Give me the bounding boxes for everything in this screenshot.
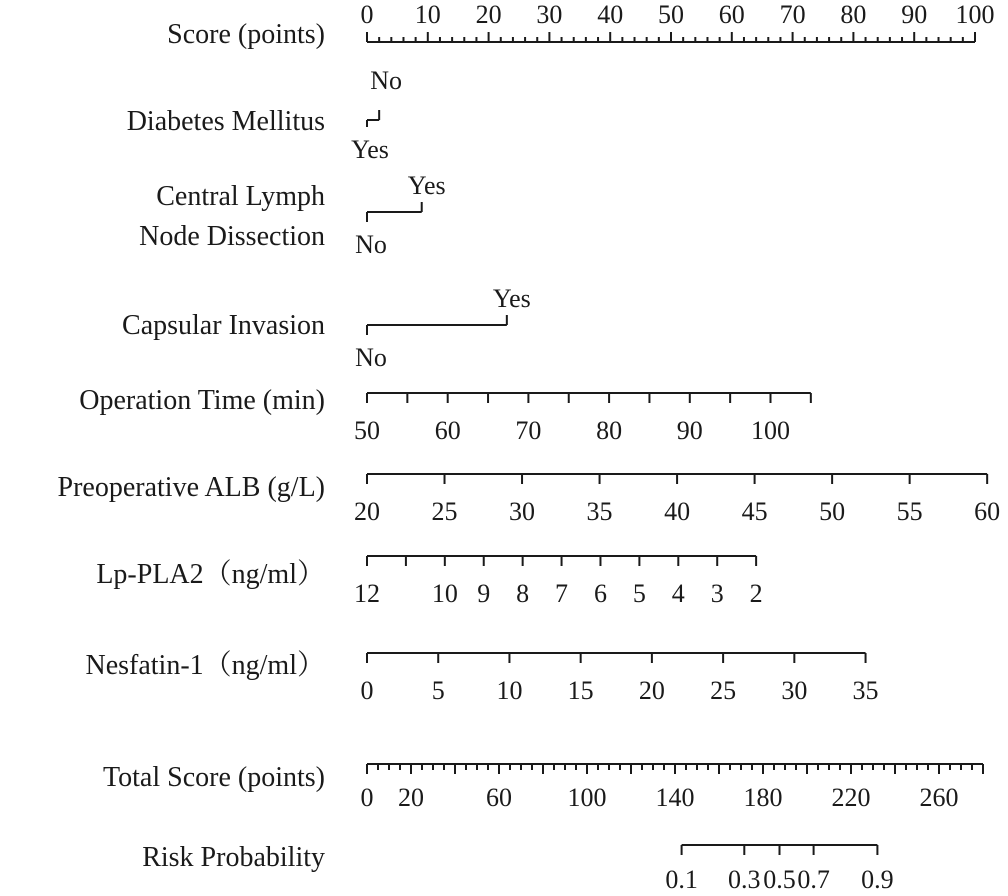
- alb-tick-label: 25: [431, 497, 458, 526]
- lppla2-tick-label: 9: [477, 579, 491, 608]
- capsular-level-no: No: [355, 343, 387, 372]
- nesfatin-tick-label: 25: [710, 676, 737, 705]
- variable-label-score: Score (points): [167, 19, 325, 50]
- lymph-level-no: No: [355, 230, 387, 259]
- alb-tick-label: 40: [664, 497, 691, 526]
- total-tick-label: 0: [360, 783, 374, 812]
- total-tick-label: 220: [831, 783, 871, 812]
- alb-tick-label: 20: [354, 497, 380, 526]
- diabetes-level-no: No: [370, 66, 403, 95]
- score-tick-label: 50: [658, 0, 684, 29]
- variable-label-lppla2: Lp-PLA2（ng/ml）: [96, 559, 325, 590]
- total-tick-label: 260: [919, 783, 959, 812]
- lppla2-tick-label: 5: [632, 579, 646, 608]
- nesfatin-tick-label: 5: [431, 676, 445, 705]
- lppla2-tick-label: 8: [516, 579, 530, 608]
- optime-tick-label: 80: [596, 416, 623, 445]
- risk-tick-label: 0.3: [728, 865, 761, 894]
- score-tick-label: 10: [414, 0, 441, 29]
- score-tick-label: 30: [536, 0, 563, 29]
- axes: [351, 0, 1000, 894]
- lymph-level-yes: Yes: [407, 171, 446, 200]
- alb-tick-label: 55: [896, 497, 923, 526]
- total-tick-label: 140: [655, 783, 695, 812]
- risk-tick-label: 0.1: [665, 865, 698, 894]
- nesfatin-tick-label: 35: [852, 676, 879, 705]
- risk-tick-label: 0.9: [861, 865, 894, 894]
- nesfatin-tick-label: 0: [360, 676, 374, 705]
- capsular-level-yes: Yes: [492, 284, 531, 313]
- score-tick-label: 40: [597, 0, 624, 29]
- nesfatin-tick-label: 15: [567, 676, 594, 705]
- alb-tick-label: 30: [509, 497, 536, 526]
- score-tick-label: 0: [360, 0, 374, 29]
- score-tick-label: 80: [840, 0, 867, 29]
- lppla2-tick-label: 2: [749, 579, 763, 608]
- variable-label-alb: Preoperative ALB (g/L): [57, 472, 325, 503]
- score-tick-label: 60: [718, 0, 745, 29]
- alb-tick-label: 35: [586, 497, 613, 526]
- variable-label-diabetes: Diabetes Mellitus: [126, 106, 325, 137]
- diabetes-level-yes: Yes: [351, 135, 389, 164]
- variable-label-capsular: Capsular Invasion: [122, 310, 325, 341]
- optime-tick-label: 60: [434, 416, 461, 445]
- score-tick-label: 90: [901, 0, 928, 29]
- total-tick-label: 20: [398, 783, 424, 812]
- score-tick-label: 100: [955, 0, 995, 29]
- lppla2-tick-label: 10: [431, 579, 458, 608]
- alb-tick-label: 50: [819, 497, 846, 526]
- lppla2-tick-label: 4: [671, 579, 685, 608]
- lppla2-tick-label: 12: [354, 579, 380, 608]
- optime-tick-label: 100: [750, 416, 790, 445]
- alb-tick-label: 60: [974, 497, 1001, 526]
- score-tick-label: 20: [475, 0, 502, 29]
- optime-tick-label: 50: [354, 416, 380, 445]
- variable-labels: [58, 19, 325, 873]
- nesfatin-tick-label: 10: [496, 676, 523, 705]
- score-tick-label: 70: [779, 0, 806, 29]
- lppla2-tick-label: 6: [593, 579, 607, 608]
- lppla2-tick-label: 3: [710, 579, 724, 608]
- nesfatin-tick-label: 30: [781, 676, 808, 705]
- total-tick-label: 180: [743, 783, 783, 812]
- risk-tick-label: 0.5: [763, 865, 796, 894]
- variable-label-lymph-line-2: Node Dissection: [139, 221, 325, 252]
- optime-tick-label: 70: [515, 416, 542, 445]
- variable-label-lymph-line-1: Central Lymph: [156, 181, 325, 212]
- total-tick-label: 100: [567, 783, 607, 812]
- alb-tick-label: 45: [741, 497, 768, 526]
- total-tick-label: 60: [486, 783, 512, 812]
- variable-label-nesfatin: Nesfatin-1（ng/ml）: [85, 650, 325, 681]
- lppla2-tick-label: 7: [555, 579, 569, 608]
- nesfatin-tick-label: 20: [638, 676, 665, 705]
- variable-label-optime: Operation Time (min): [79, 385, 325, 416]
- variable-label-risk: Risk Probability: [142, 842, 325, 873]
- risk-tick-label: 0.7: [797, 865, 830, 894]
- optime-tick-label: 90: [676, 416, 703, 445]
- variable-label-total: Total Score (points): [103, 762, 325, 793]
